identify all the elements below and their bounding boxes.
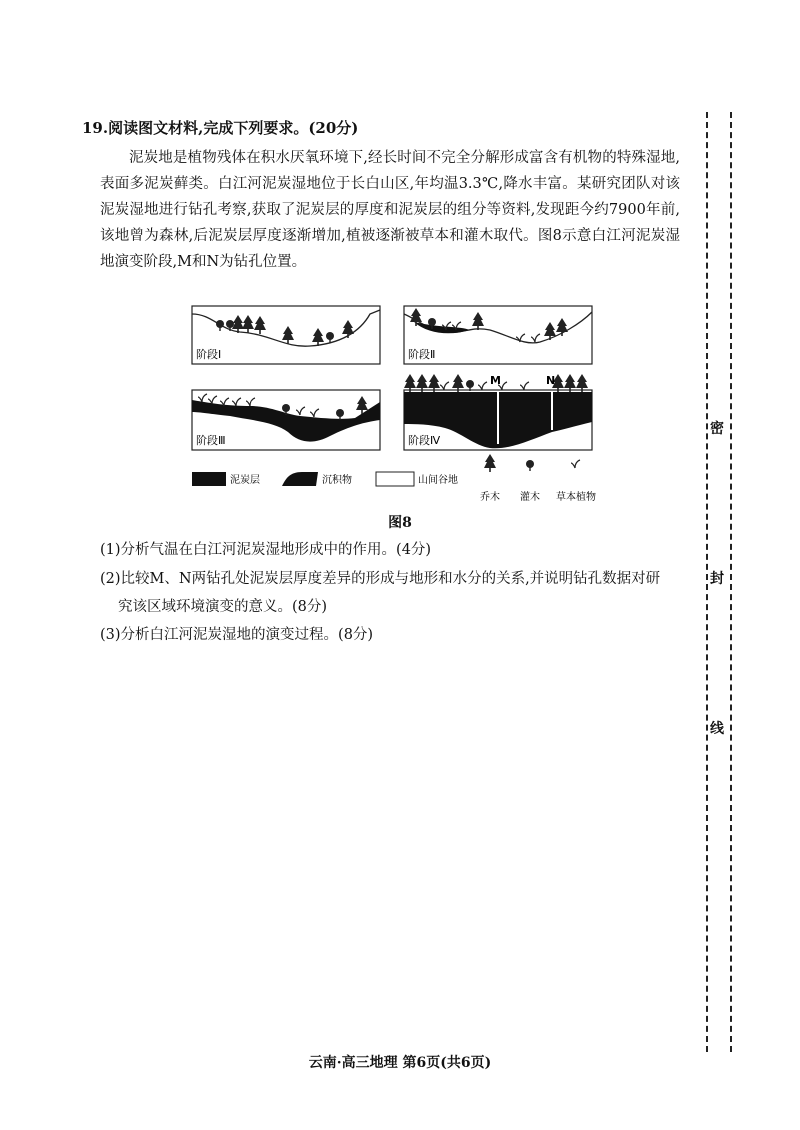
- stage-3-panel: [192, 390, 380, 450]
- legend-tree-label: 乔木: [480, 492, 500, 503]
- stage-1-label: 阶段Ⅰ: [196, 348, 222, 361]
- figure-8: [190, 302, 620, 512]
- sub-question-3: (3)分析白江河泥炭湿地的演变过程。(8分): [100, 627, 374, 643]
- legend-valley-swatch: [376, 472, 414, 486]
- margin-mark-seal: 密: [710, 418, 724, 438]
- legend-tree-icon: [484, 454, 496, 472]
- legend-shrub-icon: [526, 460, 534, 471]
- sub-question-2-line-1: (2)比较M、N两钻孔处泥炭层厚度差异的形成与地形和水分的关系,并说明钻孔数据对研: [100, 571, 661, 587]
- legend-shrub-label: 灌木: [520, 492, 540, 503]
- binding-dashed-line-right: [730, 112, 732, 1052]
- page-footer: 云南·高三地理 第6页(共6页): [308, 1055, 492, 1071]
- borehole-m-label: M: [490, 374, 501, 387]
- material-paragraph: 泥炭地是植物残体在积水厌氧环境下,经长时间不完全分解形成富含有机物的特殊湿地,表面多泥炭藓类。白江河泥炭湿地位于长白山区,年均温3.3℃,降水丰富。某研究团队对该泥炭湿地进行钻孔考察,获取了泥炭层的厚度和泥炭层的组分等资料,发现距今约7900年前,该地曾为森林,后泥炭层厚度逐渐增加,植被逐渐被草本和灌木取代。图8示意白江河泥炭湿地演变阶段,M和N为钻孔位置。: [100, 150, 680, 270]
- binding-dashed-line-left: [706, 112, 708, 1052]
- legend-valley-label: 山间谷地: [418, 475, 458, 486]
- stage-4-panel: [404, 374, 592, 450]
- stage-2-label: 阶段Ⅱ: [408, 348, 436, 361]
- stage-4-label: 阶段Ⅳ: [408, 434, 441, 447]
- margin-mark-line: 线: [710, 718, 724, 738]
- legend-sediment-swatch: [282, 472, 318, 486]
- stage-2-panel: [404, 306, 592, 364]
- legend-sediment-label: 沉积物: [322, 475, 352, 486]
- stage-3-label: 阶段Ⅲ: [196, 434, 226, 447]
- legend-peat-label: 泥炭层: [230, 475, 260, 486]
- figure-legend: [192, 454, 596, 503]
- sub-question-2-line-2: 究该区域环境演变的意义。(8分): [118, 599, 328, 615]
- borehole-n-label: N: [546, 374, 556, 387]
- legend-herb-label: 草本植物: [556, 492, 596, 503]
- stage-1-panel: [192, 306, 380, 364]
- question-title: 19.阅读图文材料,完成下列要求。(20分): [82, 119, 359, 137]
- margin-mark-sealing: 封: [710, 568, 724, 588]
- figure-caption: 图8: [388, 515, 412, 531]
- legend-peat-swatch: [192, 472, 226, 486]
- legend-herb-icon: [571, 460, 580, 468]
- sub-question-1: (1)分析气温在白江河泥炭湿地形成中的作用。(4分): [100, 542, 432, 558]
